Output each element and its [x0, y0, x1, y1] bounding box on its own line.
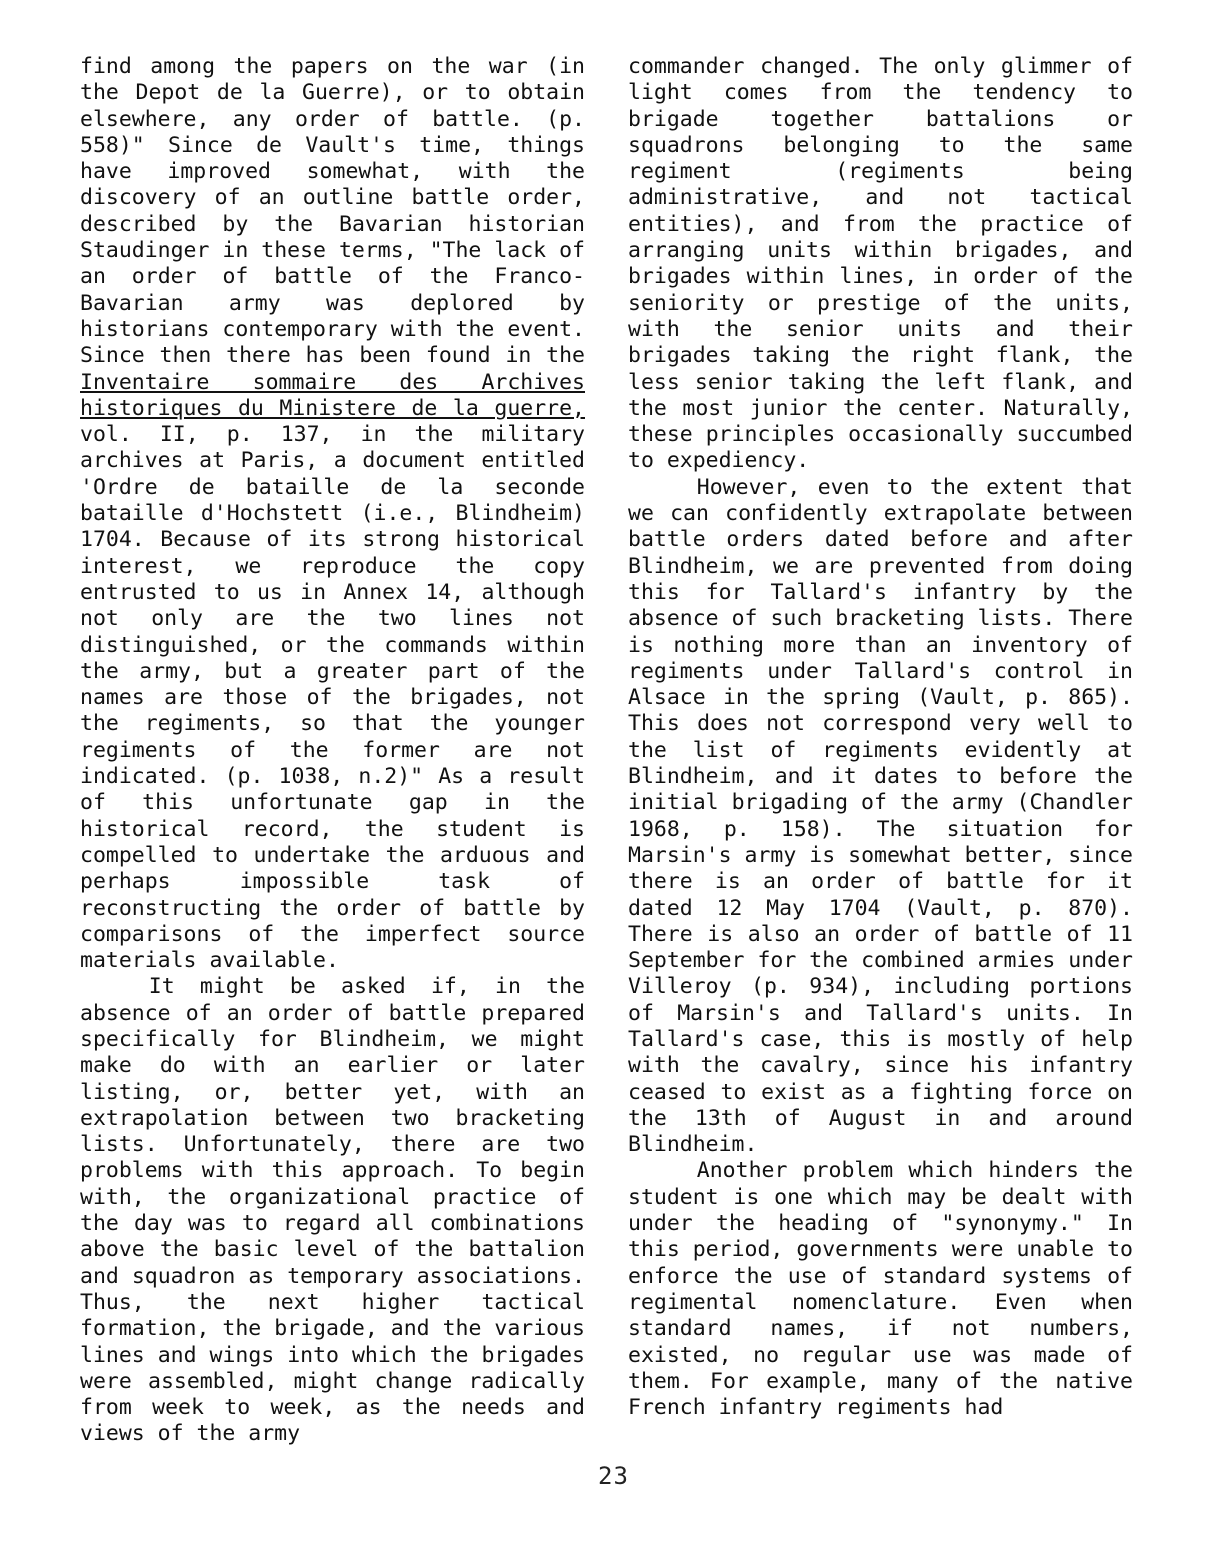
right-column — [628, 54, 1133, 1421]
underlined-archive-title: Inventaire sommaire des Archives historiques du Ministere de la guerre, — [80, 369, 585, 421]
left-paragraph-1-text-a: find among the papers on the war (in the Depot de la Guerre), or to obtain elsewhere, any order of battle. (p. 558)" Since de Vault's time, things have improved somewhat, with the discovery of an outline battle order, described by the Bavarian historian Staudinger in these terms, "The lack of an order of battle of the Franco-Bavarian army was deplored by historians contemporary with the event. Since then there has been found in the — [80, 54, 585, 369]
left-paragraph-2: It might be asked if, in the absence of an order of battle prepared specifically for Blindheim, we might make do with an earlier or later listing, or, better yet, with an extrapolation between two bracketing lists. Unfortunately, there are two problems with this approach. To begin with, the organizational practice of the day was to regard all combinations above the basic level of the battalion and squadron as temporary associations. Thus, the next higher tactical formation, the brigade, and the various lines and wings into which the brigades were assembled, might change radically from week to week, as the needs and views of the army — [80, 974, 585, 1447]
left-column — [80, 54, 585, 1448]
page-number: 23 — [598, 1462, 629, 1490]
right-paragraph-3: Another problem which hinders the student is one which may be dealt with under the heading of "synonymy." In this period, governments were unable to enforce the use of standard systems of regimental nomenclature. Even when standard names, if not numbers, existed, no regular use was made of them. For example, many of the native French infantry regiments had — [628, 1158, 1133, 1421]
left-paragraph-1-text-b: vol. II, p. 137, in the military archives at Paris, a document entitled 'Ordre de bataille de la seconde bataille d'Hochstett (i.e., Blindheim) 1704. Because of its strong historical interest, we reproduce the copy entrusted to us in Annex 14, although not only are the two lines not distinguished, or the commands within the army, but a greater part of the names are those of the brigades, not the regiments, so that the younger regiments of the former are not indicated. (p. 1038, n.2)" As a result of this unfortunate gap in the historical record, the student is compelled to undertake the arduous and perhaps impossible task of reconstructing the order of battle by comparisons of the imperfect source materials available. — [80, 422, 585, 974]
left-paragraph-1 — [80, 54, 585, 974]
right-paragraph-2: However, even to the extent that we can confidently extrapolate between battle orders dated before and after Blindheim, we are prevented from doing this for Tallard's infantry by the absence of such bracketing lists. There is nothing more than an inventory of regiments under Tallard's control in Alsace in the spring (Vault, p. 865). This does not correspond very well to the list of regiments evidently at Blindheim, and it dates to before the initial brigading of the army (Chandler 1968, p. 158). The situation for Marsin's army is somewhat better, since there is an order of battle for it dated 12 May 1704 (Vault, p. 870). There is also an order of battle of 11 September for the combined armies under Villeroy (p. 934), including portions of Marsin's and Tallard's units. In Tallard's case, this is mostly of help with the cavalry, since his infantry ceased to exist as a fighting force on the 13th of August in and around Blindheim. — [628, 474, 1133, 1158]
right-paragraph-1: commander changed. The only glimmer of light comes from the tendency to brigade together battalions or squadrons belonging to the same regiment (regiments being administrative, and not tactical entities), and from the practice of arranging units within brigades, and brigades within lines, in order of the seniority or prestige of the units, with the senior units and their brigades taking the right flank, the less senior taking the left flank, and the most junior the center. Naturally, these principles occasionally succumbed to expediency. — [628, 54, 1133, 474]
